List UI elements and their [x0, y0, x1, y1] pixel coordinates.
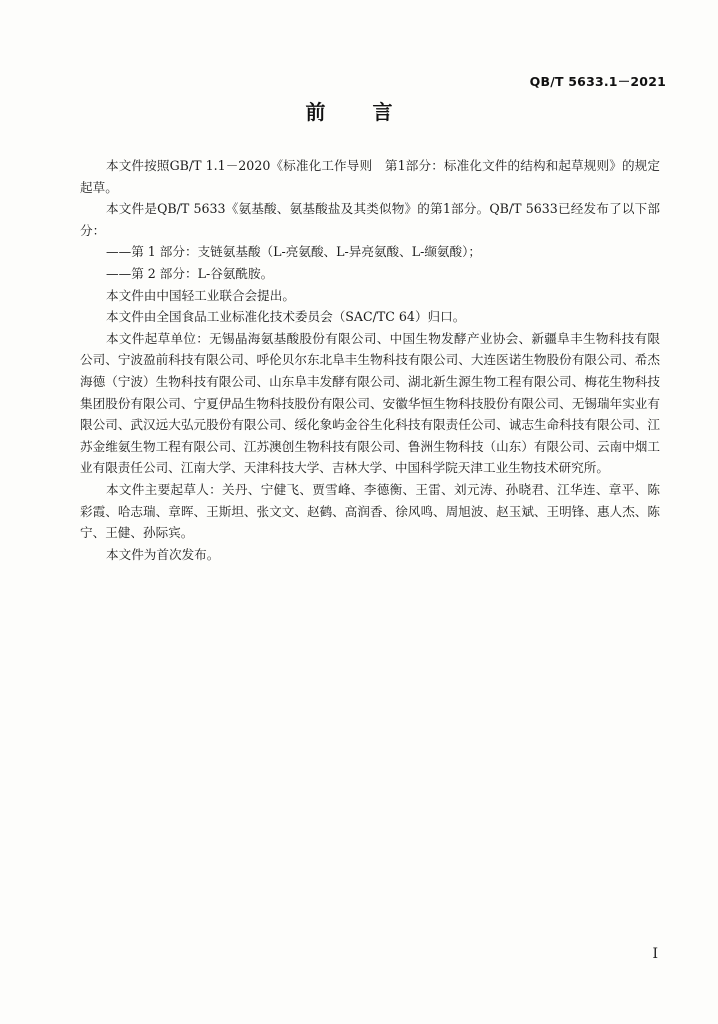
page-title: 前 言	[305, 100, 413, 124]
paragraph-first-release: 本文件为首次发布。	[106, 546, 220, 562]
paragraph-drafting-units: 本文件起草单位：无锡晶海氨基酸股份有限公司、中国生物发酵产业协会、新疆阜丰生物科技有限公司、宁波盈前科技有限公司、呼伦贝尔东北阜丰生物科技有限公司、大连医诺生物股份有限公司、希杰海德（宁波）生物科技有限公司、山东阜丰发酵有限公司、湖北新生源生物工程有限公司、梅花生物科技集团股份有限公司、宁夏伊品生物科技股份有限公司、安徽华恒生物科技股份有限公司、无锡瑞年实业有限公司、武汉远大弘元股份有限公司、绥化象屿金谷生化科技有限责任公司、诚志生命科技有限公司、江苏金维氨生物工程有限公司、江苏澳创生物科技有限公司、鲁洲生物科技（山东）有限公司、云南中烟工业有限责任公司、江南大学、天津科技大学、吉林大学、中国科学院天津工业生物技术研究所。	[80, 330, 660, 476]
page-number: I	[652, 946, 658, 962]
paragraph-administrator: 本文件由全国食品工业标准化技术委员会（SAC/TC 64）归口。	[106, 309, 466, 325]
paragraph-series-info: 本文件是QB/T 5633《氨基酸、氨基酸盐及其类似物》的第1部分。QB/T 5633已经发布了以下部分：	[80, 201, 660, 238]
paragraph-proposer: 本文件由中国轻工业联合会提出。	[106, 287, 295, 303]
list-item-part-2: ——第 2 部分：L-谷氨酰胺。	[106, 265, 274, 281]
foreword-body	[80, 155, 660, 565]
paragraph-drafters: 本文件主要起草人：关丹、宁健飞、贾雪峰、李德衡、王雷、刘元涛、孙晓君、江华连、章平、陈彩霞、哈志瑞、章晖、王斯坦、张文文、赵鹤、高润香、徐风鸣、周旭波、赵玉斌、王明锋、惠人杰、陈宁、王健、孙际宾。	[80, 481, 660, 541]
paragraph-drafting-rules: 本文件按照GB/T 1.1－2020《标准化工作导则 第1部分：标准化文件的结构和起草规则》的规定起草。	[80, 158, 660, 195]
list-item-part-1: ——第 1 部分：支链氨基酸（L-亮氨酸、L-异亮氨酸、L-缬氨酸）；	[106, 244, 482, 260]
standard-code: QB/T 5633.1－2021	[529, 74, 666, 89]
